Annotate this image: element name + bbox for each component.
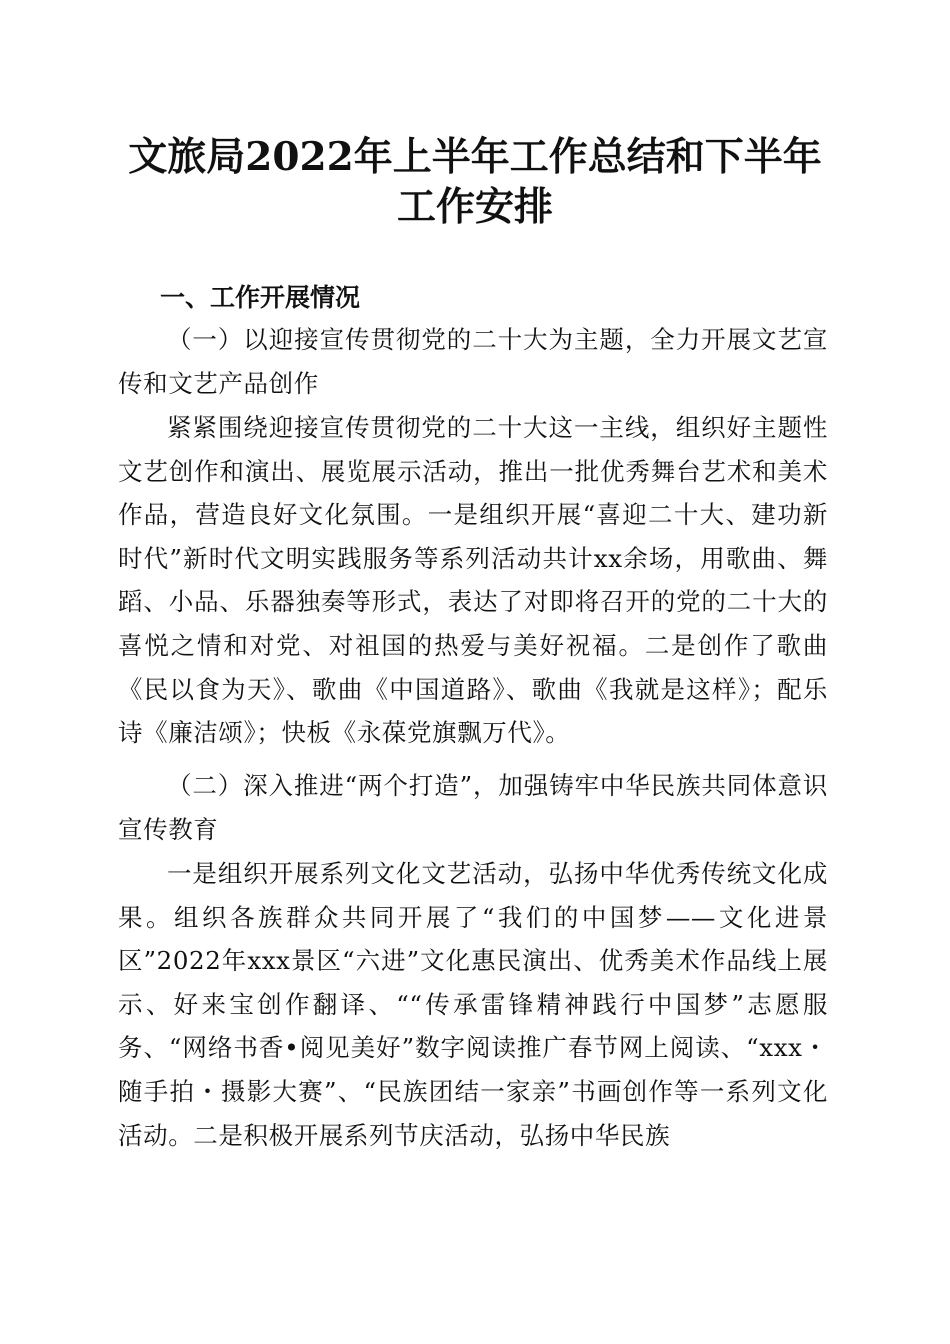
body-paragraph-1: 紧紧围绕迎接宣传贯彻党的二十大这一主线，组织好主题性文艺创作和演出、展览展示活动，推出一批优秀舞台艺术和美术作品，营造良好文化氛围。一是组织开展“喜迎二十大、建功新时代”新时代文明实践服务等系列活动共计xx余场，用歌曲、舞蹈、小品、乐器独奏等形式，表达了对即将召开的党的二十大的喜悦之情和对党、对祖国的热爱与美好祝福。二是创作了歌曲《民以食为天》、歌曲《中国道路》、歌曲《我就是这样》；配乐诗《廉洁颂》；快板《永葆党旗飘万代》。: [118, 413, 828, 748]
section-heading-work-status: 一、工作开展情况: [160, 283, 361, 312]
body-paragraph-2: 一是组织开展系列文化文艺活动，弘扬中华优秀传统文化成果。组织各族群众共同开展了“我们的中国梦——文化进景区”2022年xxx景区“六进”文化惠民演出、优秀美术作品线上展示、好来宝创作翻译、““传承雷锋精神践行中国梦”志愿服务、“网络书香•阅见美好”数字阅读推广春节网上阅读、“xxx・随手拍・摄影大赛”、“民族团结一家亲”书画创作等一系列文化活动。二是积极开展系列节庆活动，弘扬中华民族: [118, 859, 828, 1150]
document-title: 文旅局2022年上半年工作总结和下半年工作安排: [128, 134, 822, 230]
subsection-heading-1: （一）以迎接宣传贯彻党的二十大为主题，全力开展文艺宣传和文艺产品创作: [118, 325, 828, 398]
subsection-heading-2: （二）深入推进“两个打造”，加强铸牢中华民族共同体意识宣传教育: [118, 771, 828, 844]
